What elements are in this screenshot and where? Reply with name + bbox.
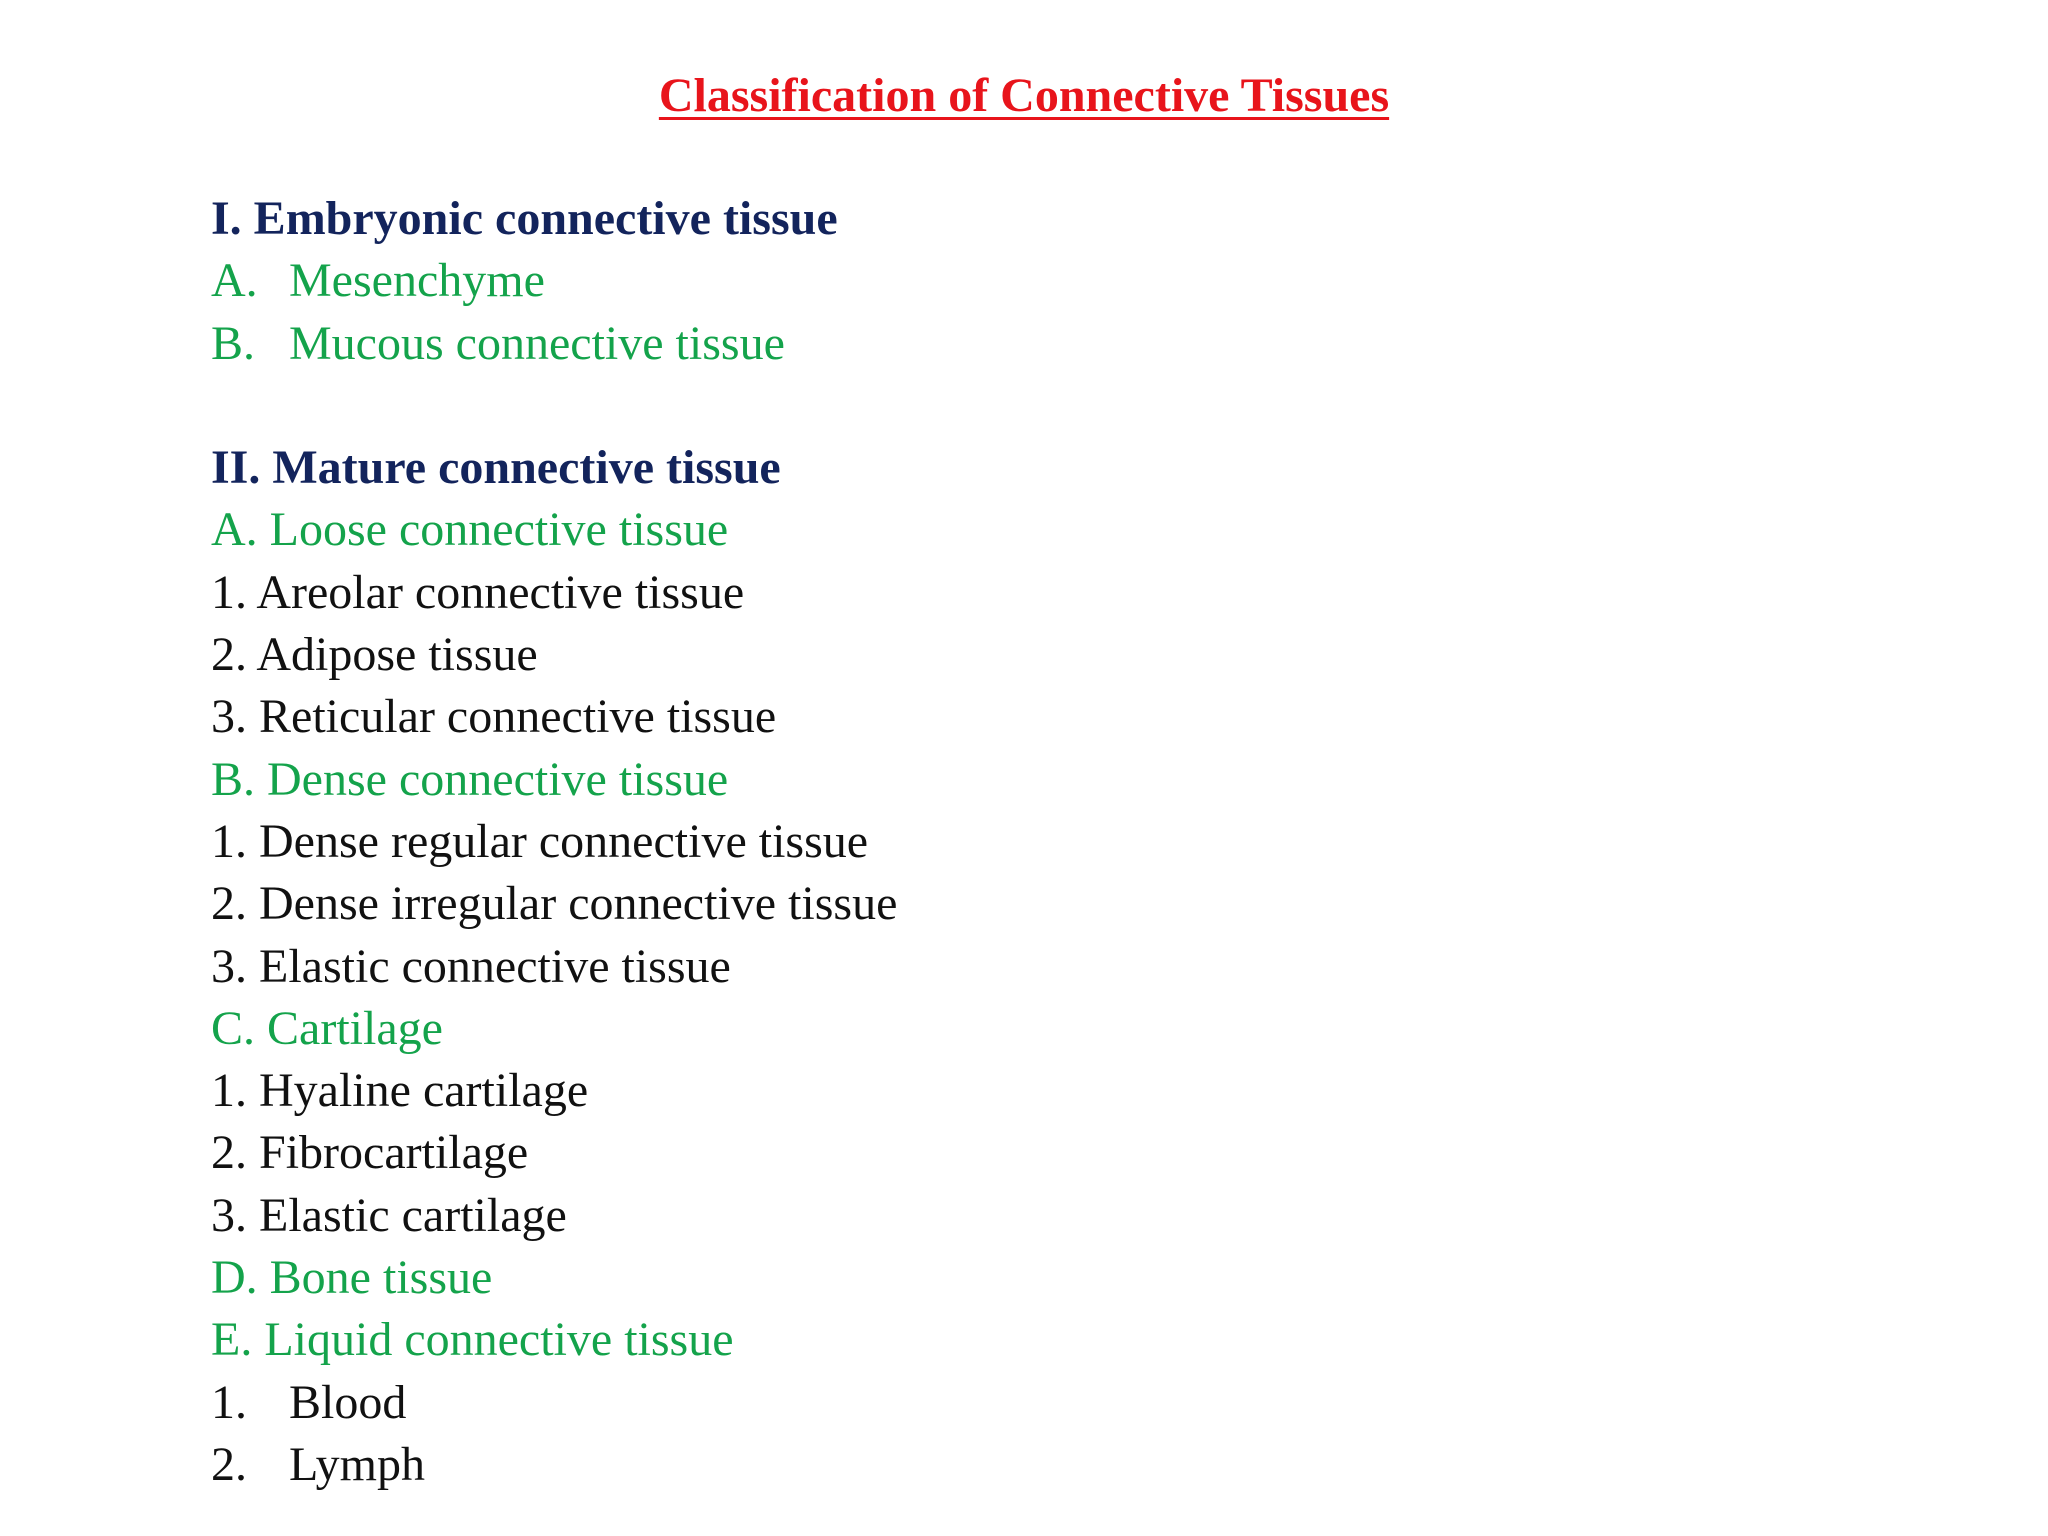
section-heading-mature: II. Mature connective tissue <box>211 441 781 495</box>
list-marker: B. <box>211 316 256 370</box>
subcategory-bone: D. Bone tissue <box>211 1251 493 1305</box>
subcategory-cartilage: C. Cartilage <box>211 1001 443 1055</box>
page-title: Classification of Connective Tissues <box>658 69 1390 122</box>
list-marker: A. <box>211 254 258 308</box>
section-spacer <box>211 375 897 437</box>
subcategory-liquid: E. Liquid connective tissue <box>211 1313 734 1367</box>
list-item: 3. Elastic connective tissue <box>211 939 731 993</box>
list-item: 1. Dense regular connective tissue <box>211 814 869 868</box>
subcategory-loose: A. Loose connective tissue <box>211 503 729 557</box>
list-item-label: Mucous connective tissue <box>289 316 785 370</box>
list-item: 2. Dense irregular connective tissue <box>211 877 898 931</box>
subcategory-dense: B. Dense connective tissue <box>211 752 729 806</box>
list-item: 2. Adipose tissue <box>211 628 538 682</box>
list-item <box>211 1372 897 1434</box>
classification-list <box>211 188 897 1496</box>
list-item: 3. Elastic cartilage <box>211 1188 567 1242</box>
list-item <box>211 250 897 312</box>
list-marker: 2. <box>211 1437 247 1491</box>
list-item <box>211 313 897 375</box>
list-item-label: Mesenchyme <box>289 254 545 308</box>
list-marker: 1. <box>211 1375 247 1429</box>
section-heading-embryonic: I. Embryonic connective tissue <box>211 192 838 245</box>
list-item-label: Blood <box>289 1375 407 1429</box>
list-item: 1. Hyaline cartilage <box>211 1064 589 1118</box>
list-item <box>211 1434 897 1496</box>
list-item: 3. Reticular connective tissue <box>211 690 777 744</box>
list-item-label: Lymph <box>289 1437 426 1491</box>
list-item: 1. Areolar connective tissue <box>211 565 745 619</box>
list-item: 2. Fibrocartilage <box>211 1126 529 1180</box>
